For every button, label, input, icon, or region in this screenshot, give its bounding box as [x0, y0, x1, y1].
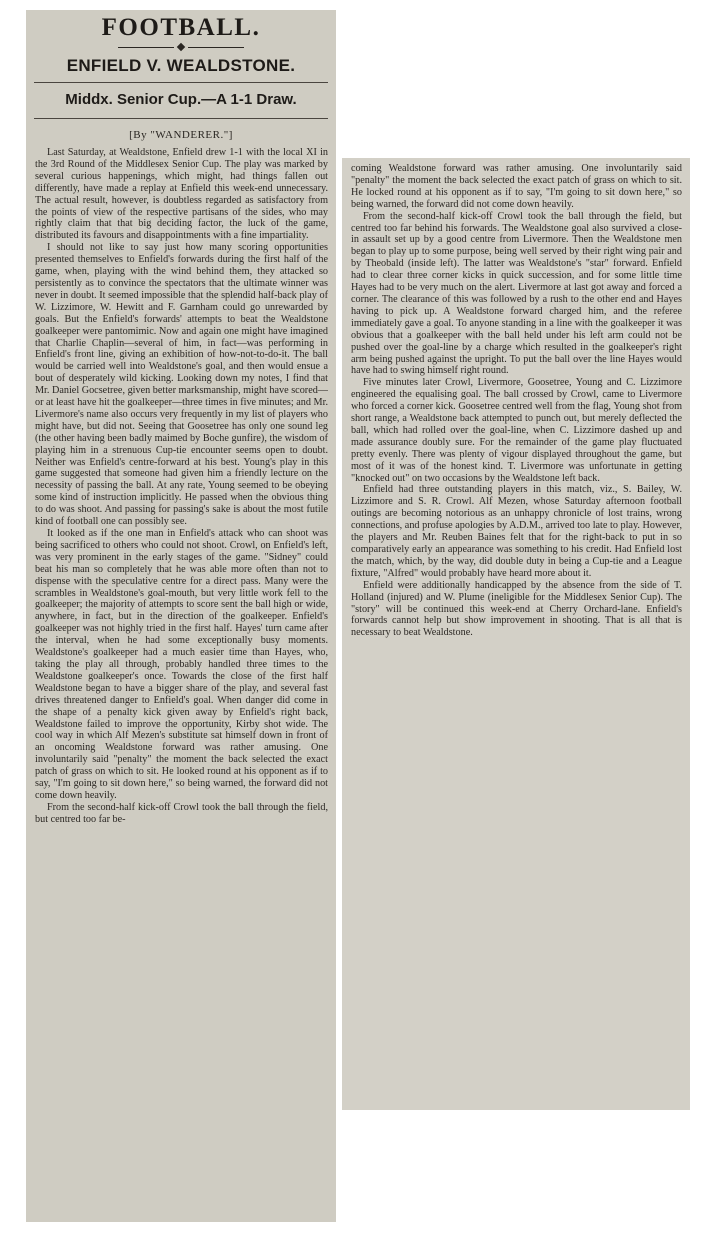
divider-rule-2: [34, 118, 328, 119]
deck: Middx. Senior Cup.—A 1-1 Draw.: [65, 91, 297, 108]
paragraph: Enfield had three outstanding players in this match, viz., S. Bailey, W. Lizzimore and S. R. Crowl. Alf Mezen, whose Saturday afternoon football outings are becoming notorious as an unhappy chronicle of lost trains, wrong connections, and profuse apologies by A.D.M., arrived too late to play. However, the players and Mr. Reuben Baines felt that for the right-back to put in so comparatively early an appearance was something to his credit. Had Enfield lost the match, which, by the way, did double duty in being a Cup-tie and a League fixture, "Alfred" would probably have heard more about it.: [351, 484, 682, 579]
paragraph: It looked as if the one man in Enfield's attack who can shoot was being sacrificed to others who could not shoot. Crowl, on Enfield's left, was very prominent in the early stages of the game. "Sidney" could beat his man so completely that he was able more often than not to dispense with the speculative centre for a direct pass. Many were the scrambles in Wealdstone's goal-mouth, but very little work fell to the goalkeeper; the majority of attempts to score sent the ball high or wide, anywhere, in fact, but in the direction of the goalkeeper. Enfield's goalkeeper was not highly tried in the first half. Hayes' turn came after the interval, when he had some exceptionally busy moments. Wealdstone's goalkeeper had a much easier time than Hayes, who, taking the play all through, probably handled three times to the Wealdstone goalkeeper's once. Towards the close of the first half Wealdstone began to have a bigger share of the play, and several fast drives threatened danger to Enfield's goal. When danger did come in the shape of a penalty kick given away by Enfield's right back, Wealdstone failed to improve the opportunity, Kirby shot wide. The cool way in which Alf Mezen's substitute sat himself down in front of an oncoming Wealdstone forward was rather amusing. One involuntarily said "penalty" the moment the back selected the exact patch of grass on which to sit. He looked round at his opponent as if to say, "I'm going to sit down here," so being warned, the forward did not come down heavily.: [35, 528, 328, 801]
paragraph: From the second-half kick-off Crowl took the ball through the field, but centred too far behind his forwards. The Wealdstone goal also survived a close-in assault set up by a good centre from Livermore. Then the Wealdstone men began to play up to some purpose, being well served by their right wing pair and by Theobald (inside left). The latter was Wealdstone's "star" forward. Enfield had to clear three corner kicks in quick succession, and for some little time Hayes had to be very much on the alert. Livermore at last got away and forced a corner. The clearance of this was followed by a rush to the other end and Hayes having to pick up. A Wealdstone forward charged him, and the referee immediately gave a goal. To anyone standing in a line with the goalkeeper it was obvious that a goalkeeper with the ball held under his left arm could not be pushed over the goal-line by a charge which resulted in the goalkeeper's right arm being pushed against the upright. To put the ball over the line Hayes would have had to swing himself right round.: [351, 210, 682, 377]
ornamental-rule: [26, 44, 336, 50]
newspaper-column-right: [342, 158, 690, 1110]
masthead: [26, 10, 336, 141]
rule-line-right: [188, 47, 244, 48]
diamond-ornament-icon: [177, 43, 185, 51]
headline: ENFIELD V. WEALDSTONE.: [66, 56, 296, 75]
article-body-right: [342, 158, 690, 639]
paragraph: From the second-half kick-off Crowl took the ball through the field, but centred too far be-: [35, 801, 328, 825]
paragraph: I should not like to say just how many scoring opportunities presented themselves to Enfield's forwards during the first half of the game, when, playing with the wind behind them, they attacked so persistently as to convince the spectators that the ultimate winner was never in doubt. It seemed impossible that the splendid half-back play of W. Lizzimore, W. Hewitt and F. Garnham could go unrewarded by goals. But the Enfield's forwards' attempts to beat the Wealdstone goalkeeper were pantomimic. Now and again one might have imagined that Charlie Chaplin—several of him, in fact—was performing in Enfield's front line, giving an exhibition of how-not-to-do-it. The ball would be carried well into Wealdstone's goal, and then would ensue a bout of desperately wild kicking. Looking down my notes, I find that Mr. Daniel Gocsetree, given better marksmanship, might have scored—or at least have hit the goalkeeper—three times in five minutes; and Mr. Livermore's name also occurs very frequently in my list of players who might have, but did not. Seeing that Goosetree has only one sound leg (the other having been badly maimed by Boche gunfire), the wisdom of playing him in a strenuous Cup-tie encounter seems open to doubt. Neither was Enfield's centre-forward at his best. Young's play in this game suggested that someone had given him a friendly lecture on the necessity of passing the ball. At any rate, Young seemed to be obeying some kind of instruction implicitly. He passed when the obvious thing to do was shoot. And passing for passing's sake is about the most futile kind of football one can possibly see.: [35, 242, 328, 528]
paragraph: Five minutes later Crowl, Livermore, Goosetree, Young and C. Lizzimore engineered the equalising goal. The ball crossed by Crowl, came to Livermore who forced a corner kick. Goosetree centred well from the flag, Young shot from short range, a Wealdstone back attempted to punch out, but merely deflected the ball, which had rolled over the goal-line, when C. Lizzimore dashed up and made assurance doubly sure. For the remainder of the game play fluctuated pretty evenly. There was plenty of vigour displayed throughout the game, but most of it was of the honest kind. T. Livermore was unfortunate in getting "knocked out" on two occasions by the Wealdstone left back.: [351, 377, 682, 484]
divider-rule: [34, 82, 328, 83]
paragraph: Enfield were additionally handicapped by the absence from the side of T. Holland (injured) and W. Plume (ineligible for the Middlesex Senior Cup). The "story" will be continued this week-end at Cherry Orchard-lane. Enfield's forwards cannot help but show improvement in shooting. That is all that is necessary to beat Wealdstone.: [351, 579, 682, 639]
byline: [By "WANDERER."]: [129, 129, 233, 141]
rule-line-left: [118, 47, 174, 48]
newspaper-column-left: [26, 10, 336, 1222]
paragraph-continued: coming Wealdstone forward was rather amusing. One involuntarily said "penalty" the moment the back selected the exact patch of grass on which to sit. He locked round at his opponent as if to say, "I'm going to sit down here," so being warned, the forward did not come down heavily.: [351, 163, 682, 210]
section-title: FOOTBALL.: [101, 14, 261, 41]
paragraph: Last Saturday, at Wealdstone, Enfield drew 1-1 with the local XI in the 3rd Round of the Middlesex Senior Cup. The play was marked by several curious happenings, which might, had things fallen out differently, have made a replay at Enfield this week-end unnecessary. The actual result, however, is doubtless regarded as satisfactory from the points of view of the respective partisans of the sides, who may rightly claim that that big deciding factor, the luck of the game, distributed its favours and disappointments with a fine impartiality.: [35, 147, 328, 242]
article-body-left: [26, 147, 336, 826]
